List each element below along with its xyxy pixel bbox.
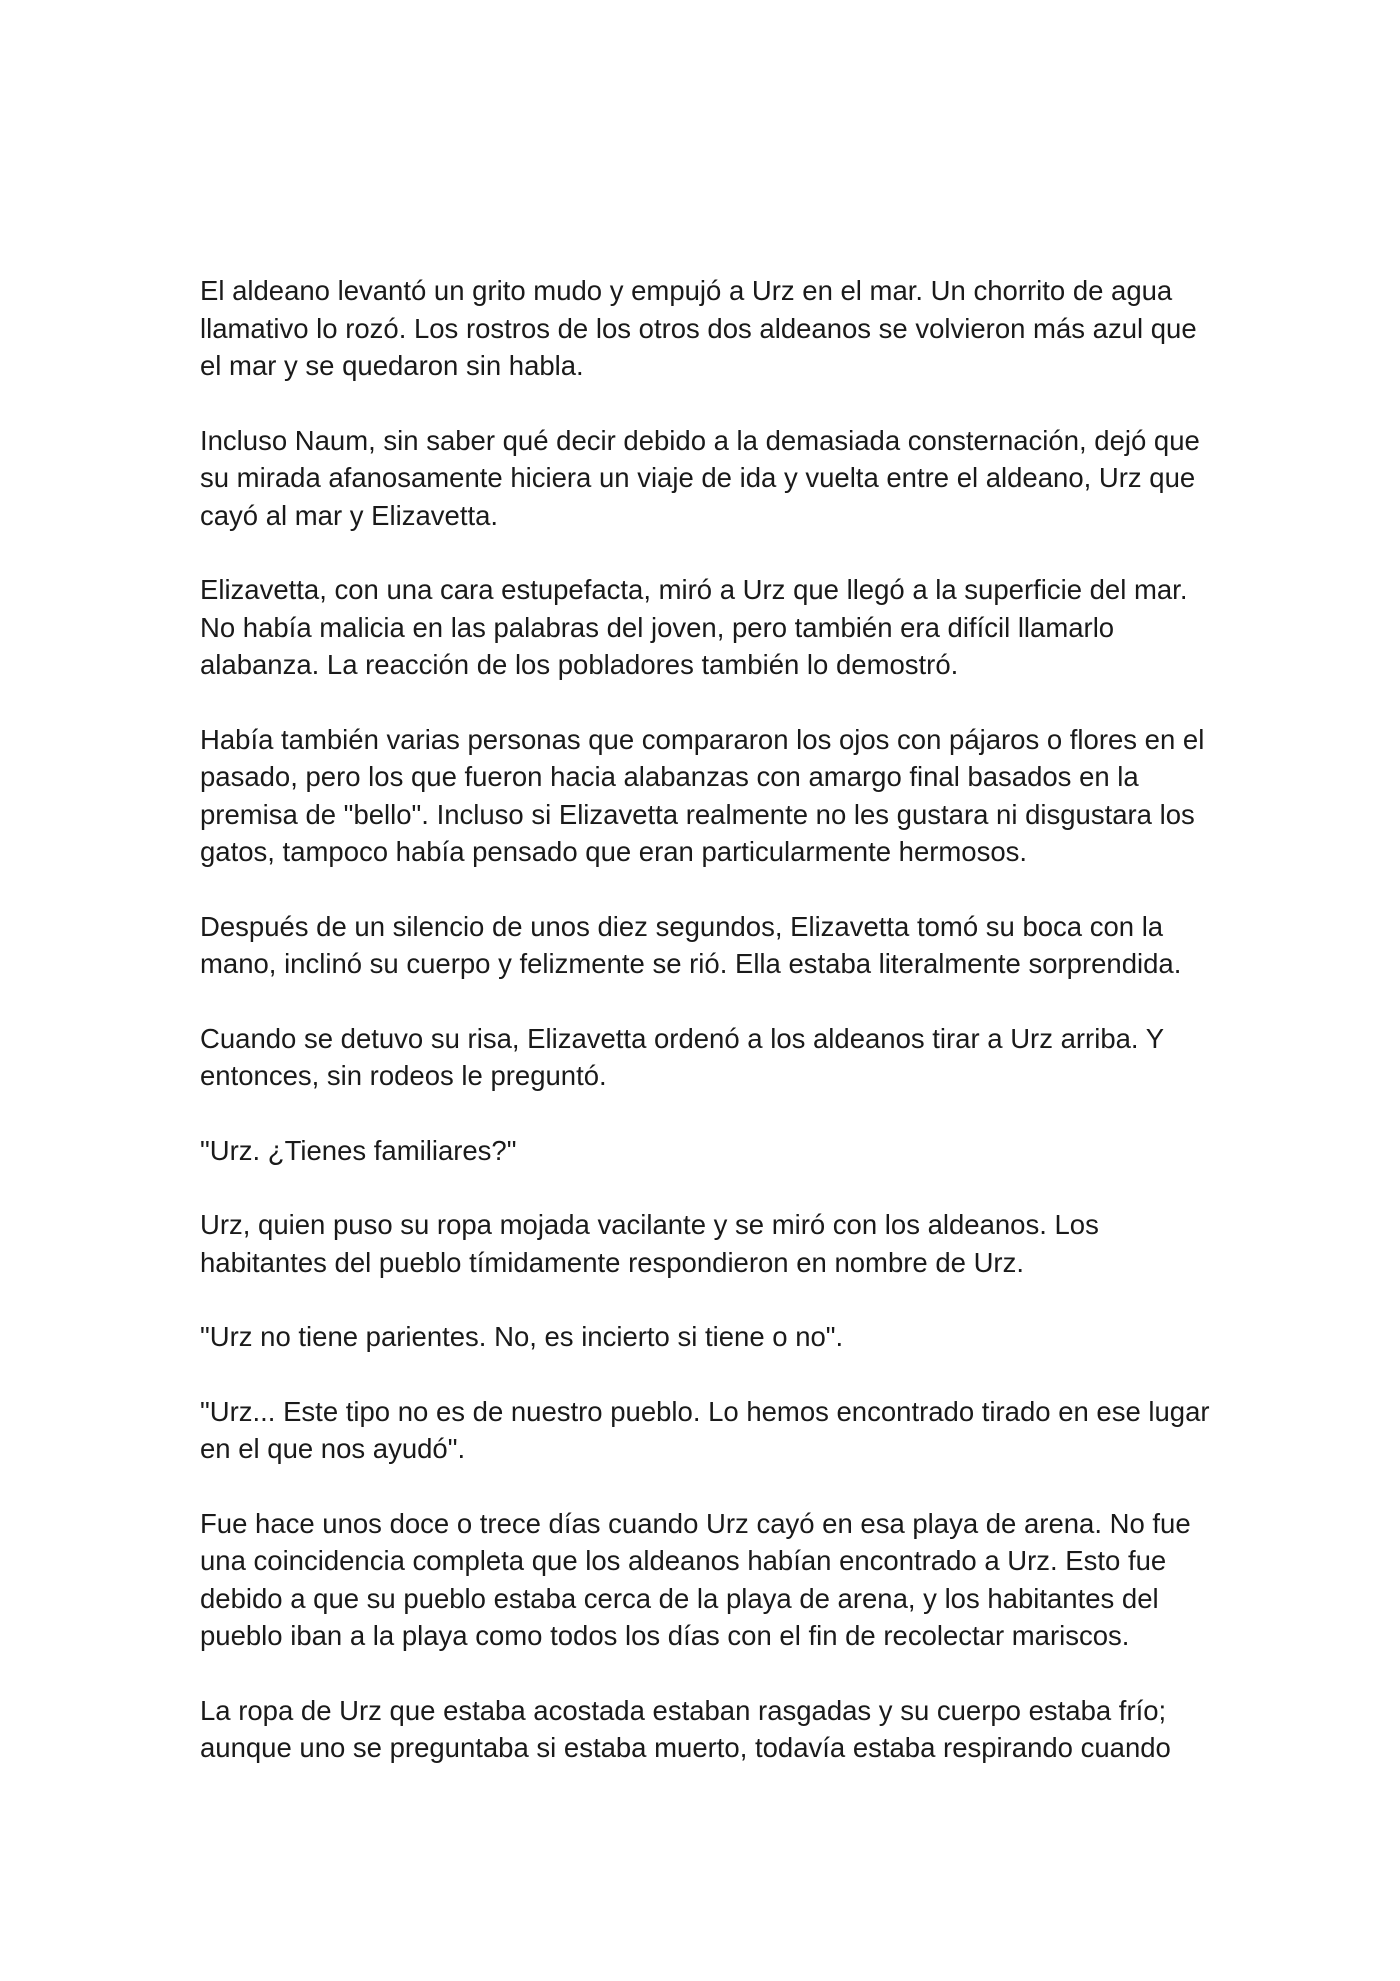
document-body bbox=[200, 272, 1210, 1767]
paragraph: "Urz. ¿Tienes familiares?" bbox=[200, 1134, 517, 1166]
paragraph: Elizavetta, con una cara estupefacta, miró a Urz que llegó a la superficie del mar. No había malicia en las palabras del joven, pero también era difícil llamarlo alabanza. La reacción de los pobladores también lo demostró. bbox=[200, 574, 1188, 680]
paragraph: Urz, quien puso su ropa mojada vacilante y se miró con los aldeanos. Los habitantes del pueblo tímidamente respondieron en nombre de Urz. bbox=[200, 1209, 1099, 1278]
paragraph: Había también varias personas que compararon los ojos con pájaros o flores en el pasado, pero los que fueron hacia alabanzas con amargo final basados en la premisa de "bello". Incluso si Elizavetta realmente no les gustara ni disgustara los gatos, tampoco había pensado que eran particularmente hermosos. bbox=[200, 723, 1205, 867]
paragraph: "Urz no tiene parientes. No, es incierto si tiene o no". bbox=[200, 1321, 844, 1352]
paragraph: Incluso Naum, sin saber qué decir debido a la demasiada consternación, dejó que su mirada afanosamente hiciera un viaje de ida y vuelta entre el aldeano, Urz que cayó al mar y Elizavetta. bbox=[200, 424, 1200, 531]
paragraph: Fue hace unos doce o trece días cuando Urz cayó en esa playa de arena. No fue una coincidencia completa que los aldeanos habían encontrado a Urz. Esto fue debido a que su pueblo estaba cerca de la playa de arena, y los habitantes del pueblo iban a la playa como todos los días con el fin de recolectar mariscos. bbox=[200, 1507, 1191, 1651]
paragraph: Cuando se detuvo su risa, Elizavetta ordenó a los aldeanos tirar a Urz arriba. Y entonces, sin rodeos le preguntó. bbox=[200, 1022, 1164, 1091]
paragraph: La ropa de Urz que estaba acostada estaban rasgadas y su cuerpo estaba frío; aunque uno se preguntaba si estaba muerto, todavía estaba respirando cuando bbox=[200, 1694, 1171, 1763]
paragraph: Después de un silencio de unos diez segundos, Elizavetta tomó su boca con la mano, inclinó su cuerpo y felizmente se rió. Ella estaba literalmente sorprendida. bbox=[200, 910, 1182, 979]
paragraph: El aldeano levantó un grito mudo y empujó a Urz en el mar. Un chorrito de agua llamativo lo rozó. Los rostros de los otros dos aldeanos se volvieron más azul que el mar y se quedaron sin habla. bbox=[200, 275, 1197, 381]
paragraph: "Urz... Este tipo no es de nuestro pueblo. Lo hemos encontrado tirado en ese lugar en el que nos ayudó". bbox=[200, 1395, 1210, 1464]
